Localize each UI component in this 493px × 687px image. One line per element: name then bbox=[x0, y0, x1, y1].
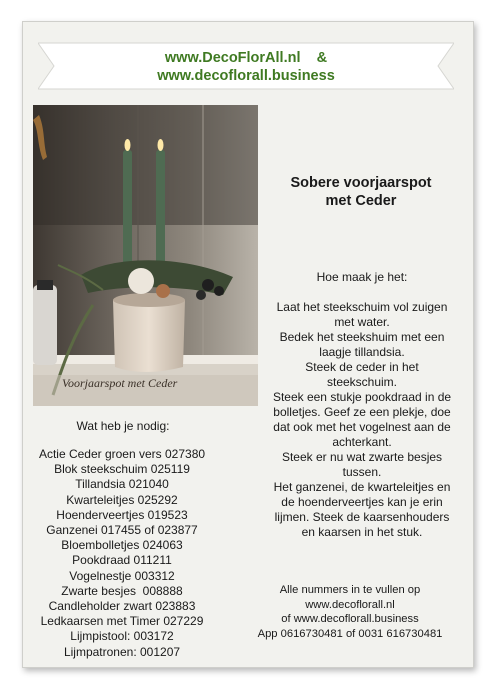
instruction-line: laagje tillandsia. bbox=[319, 345, 405, 359]
arrangement-photo bbox=[33, 105, 258, 406]
list-item: Pookdraad 011211 bbox=[72, 553, 172, 568]
list-item: Lijmpatronen: 001207 bbox=[63, 644, 181, 659]
list-item: Ledkaarsen met Timer 027229 bbox=[40, 614, 204, 629]
instruction-line: Steek een stukje pookdraad in de bbox=[272, 390, 452, 404]
banner-line-1: www.DecoFlorAll.nl & bbox=[164, 50, 328, 66]
instruction-line: steekschuim. bbox=[326, 375, 398, 389]
contact-line: of www.decoflorall.business bbox=[281, 613, 419, 626]
title-line-2: met Ceder bbox=[325, 193, 397, 209]
instruction-line: Bedek het steekshuim met een bbox=[279, 330, 445, 344]
banner-text bbox=[38, 49, 454, 85]
banner-line-2: www.decoflorall.business bbox=[157, 68, 335, 84]
title-line-1: Sobere voorjaarspot bbox=[290, 175, 432, 191]
list-item: Hoenderveertjes 019523 bbox=[56, 507, 188, 522]
list-item: Bloembolletjes 024063 bbox=[61, 538, 183, 553]
instruction-line: bolletjes. Geef ze een plekje, doe bbox=[273, 405, 451, 419]
instruction-line: Laat het steekschuim vol zuigen bbox=[276, 300, 448, 314]
contact-line: App 0616730481 of 0031 616730481 bbox=[257, 627, 443, 640]
list-item: Vogelnestje 003312 bbox=[69, 568, 175, 583]
instruction-line: en kaarsen in het stuk. bbox=[301, 525, 423, 539]
contact-line: www.decoflorall.nl bbox=[305, 598, 395, 611]
instruction-line: achterkant. bbox=[332, 435, 392, 449]
list-item: Tillandsia 021040 bbox=[75, 477, 169, 492]
list-item: Lijmpistool: 003172 bbox=[70, 629, 174, 644]
instruction-line: met water. bbox=[334, 315, 390, 329]
contact-line: Alle nummers in te vullen op bbox=[279, 584, 421, 596]
list-item: Blok steekschuim 025119 bbox=[54, 462, 190, 477]
instruction-line: lijmen. Steek de kaarsenhouders bbox=[274, 510, 450, 524]
list-item: Zwarte besjes 008888 bbox=[61, 583, 183, 598]
instruction-line: Steek er nu wat zwarte besjes bbox=[281, 450, 443, 464]
instructions-section bbox=[262, 270, 462, 540]
list-item: Candleholder zwart 023883 bbox=[48, 599, 196, 614]
list-item: Actie Ceder groen vers 027380 bbox=[38, 447, 206, 461]
website-banner bbox=[38, 41, 454, 91]
instruction-line: Het ganzenei, de kwarteleitjes en bbox=[273, 480, 451, 494]
instructions-heading: Hoe maak je het: bbox=[316, 270, 408, 284]
needs-heading: Wat heb je nodig: bbox=[76, 419, 170, 433]
instruction-line: tussen. bbox=[342, 465, 382, 479]
list-item: Ganzenei 017455 of 023877 bbox=[46, 523, 198, 538]
contact-info bbox=[238, 583, 462, 641]
instruction-line: Steek de ceder in het bbox=[305, 360, 419, 374]
instruction-line: de hoenderveertjes kan je erin bbox=[281, 495, 443, 509]
page-title bbox=[268, 174, 454, 210]
materials-list bbox=[22, 447, 222, 660]
instruction-line: dat ook met het vogelnest aan de bbox=[273, 420, 451, 434]
photo-caption: Voorjaarspot met Ceder bbox=[62, 376, 178, 390]
list-item: Kwarteleitjes 025292 bbox=[66, 492, 178, 507]
